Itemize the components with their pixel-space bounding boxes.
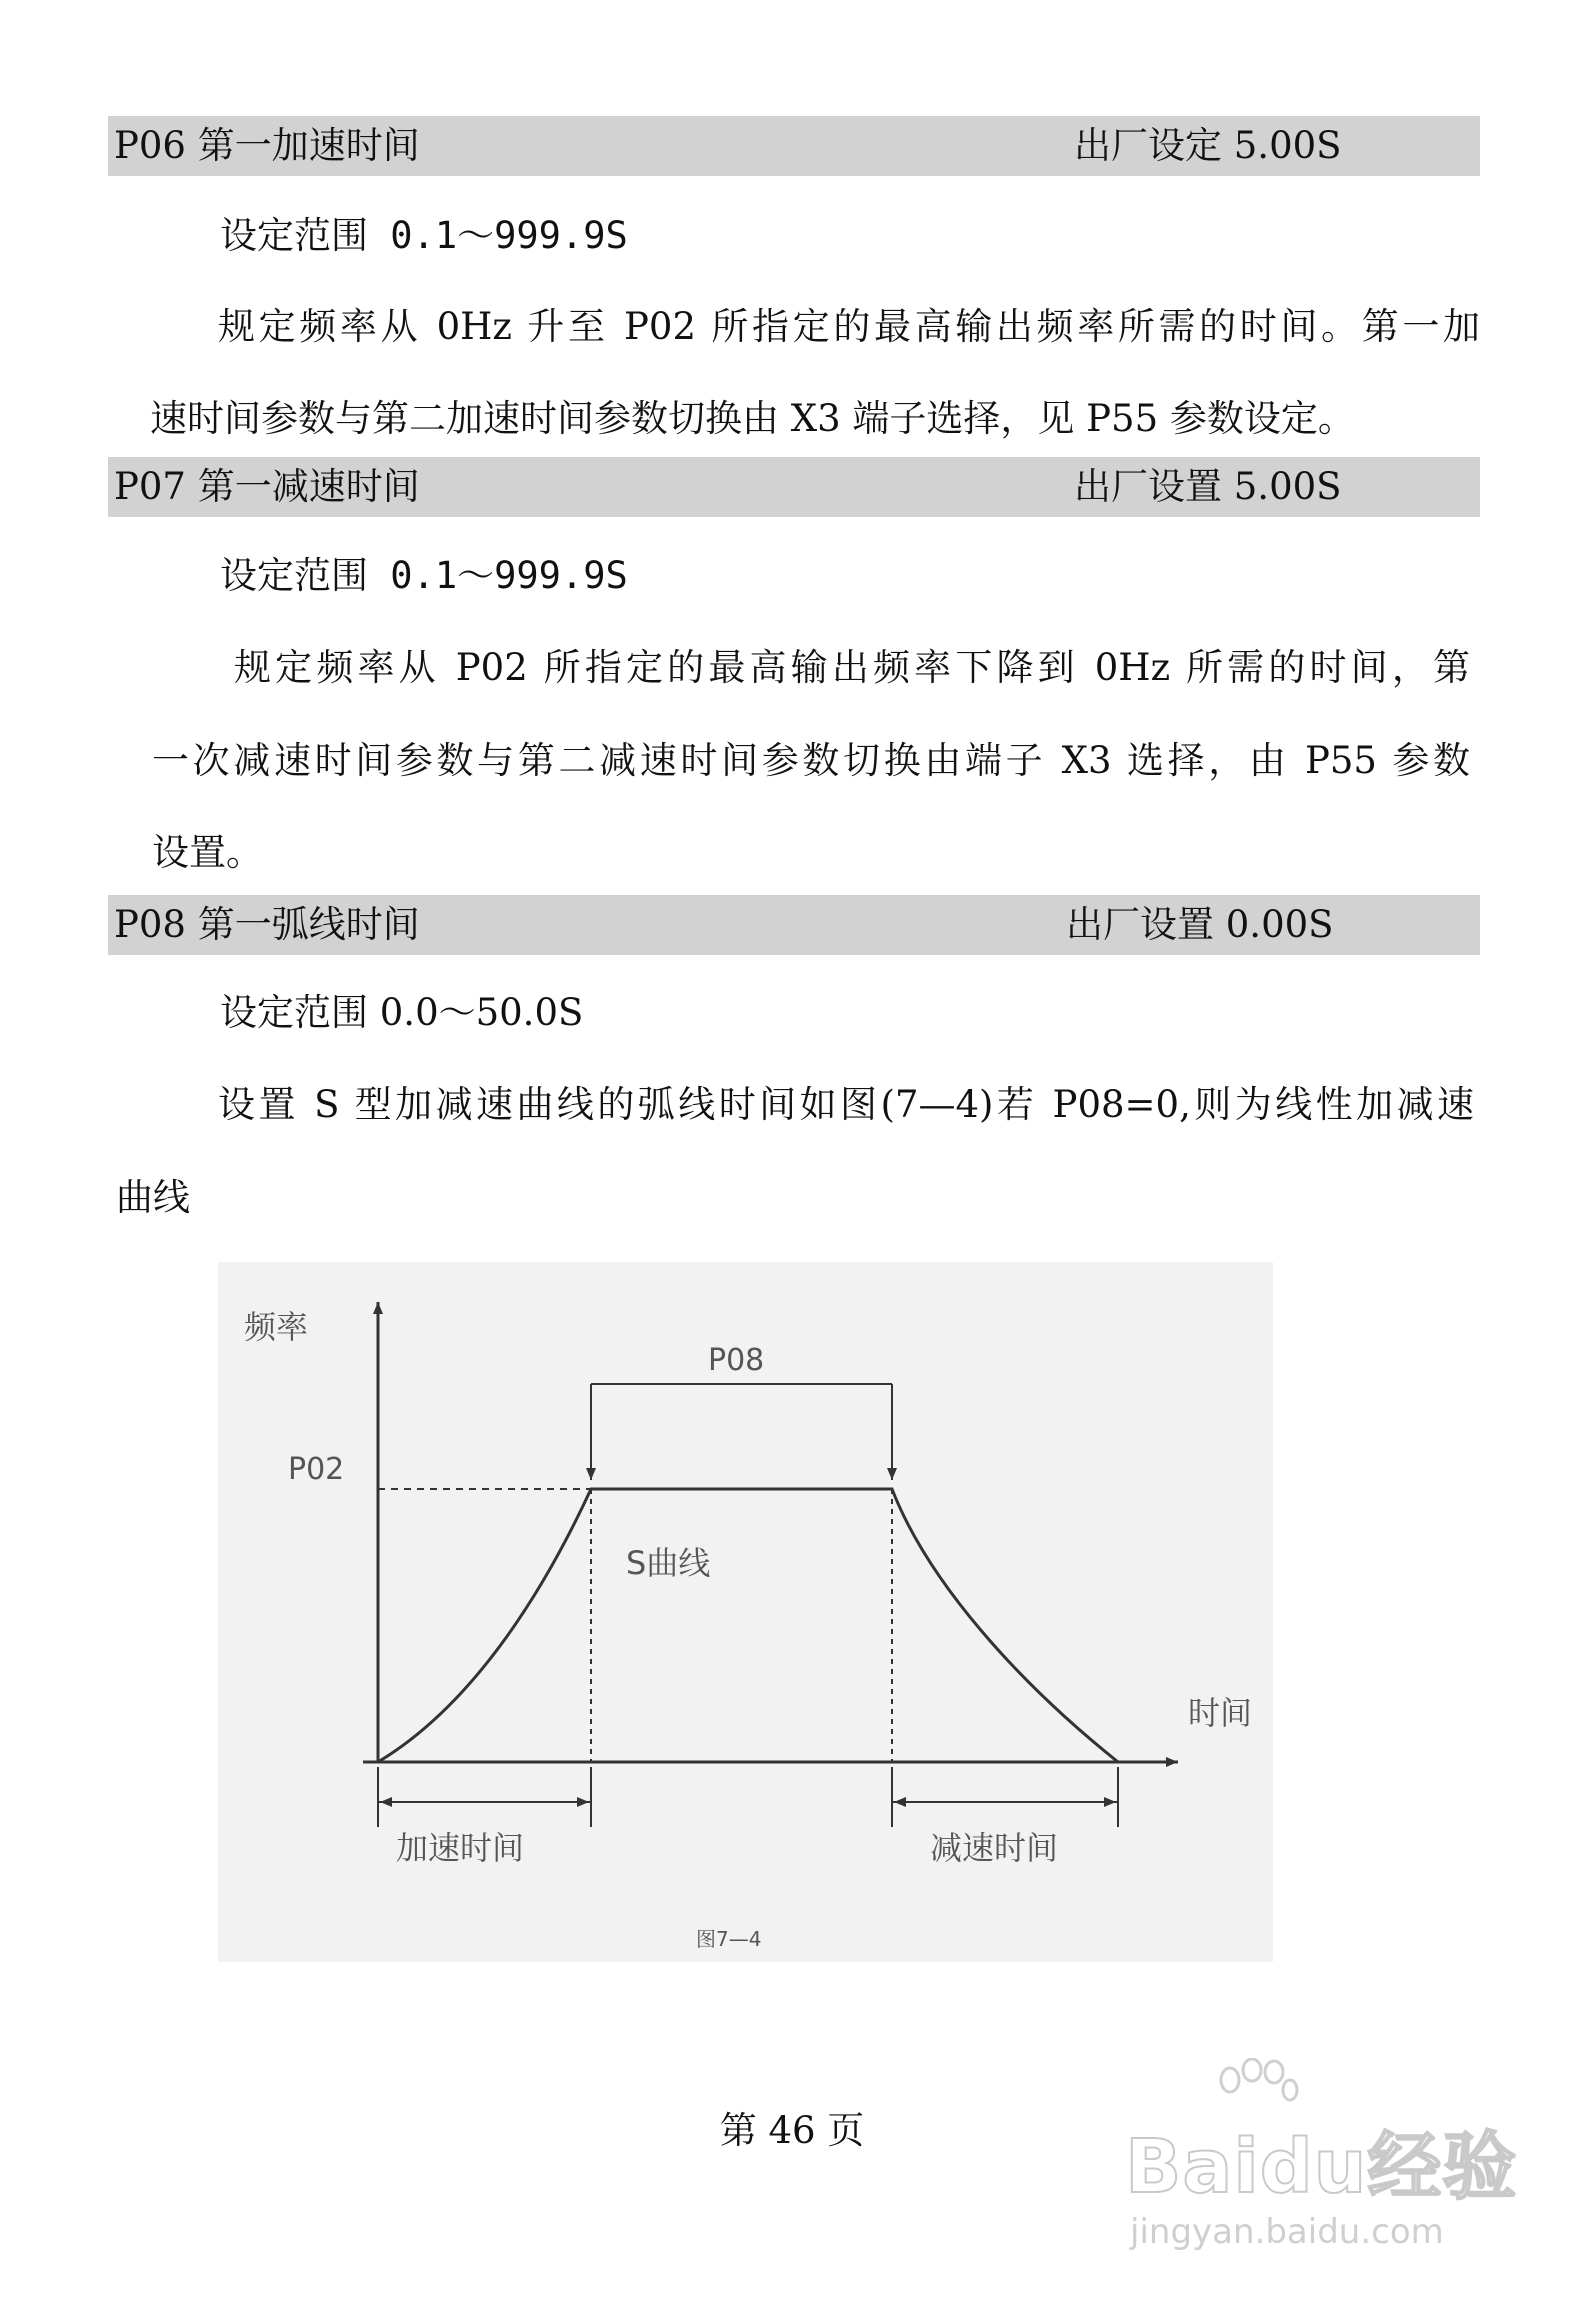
factory-setting: 出厂设置 5.00S (1074, 465, 1342, 508)
page-number: 第 46 页 (719, 2109, 865, 2152)
param-title: P07 第一减速时间 (114, 465, 420, 508)
setting-range: 设定范围 0.1～999.9S (220, 214, 628, 257)
param-header-p07 (108, 457, 1480, 517)
decel-time-label: 减速时间 (930, 1829, 1059, 1867)
paragraph-line: 设置。 (152, 831, 263, 874)
paragraph-line: 设置 S 型加减速曲线的弧线时间如图(7—4)若 P08=0,则为线性加减速 (218, 1083, 1474, 1126)
s-curve-svg (218, 1262, 1273, 1962)
param-header-p06 (108, 116, 1480, 176)
s-curve-label: S曲线 (626, 1544, 711, 1582)
accel-time-label: 加速时间 (396, 1829, 525, 1867)
param-title: P06 第一加速时间 (114, 124, 420, 167)
y-axis-label: 频率 (244, 1308, 309, 1346)
paragraph-line: 曲线 (116, 1176, 190, 1219)
paragraph-line: 规定频率从 P02 所指定的最高输出频率下降到 0Hz 所需的时间，第 (234, 646, 1470, 689)
figure-caption: 图7—4 (696, 1927, 762, 1951)
setting-range: 设定范围 0.0～50.0S (220, 991, 584, 1034)
watermark-url: jingyan.baidu.com (1130, 2212, 1444, 2252)
s-curve-line (378, 1489, 1118, 1762)
paragraph-line: 规定频率从 0Hz 升至 P02 所指定的最高输出频率所需的时间。第一加 (218, 305, 1480, 348)
x-axis-label: 时间 (1188, 1694, 1253, 1732)
watermark-logo: Baidu经验 (1125, 2124, 1518, 2210)
param-header-p08 (108, 895, 1480, 955)
param-title: P08 第一弧线时间 (114, 903, 420, 946)
paragraph-line: 一次减速时间参数与第二减速时间参数切换由端子 X3 选择，由 P55 参数 (152, 739, 1470, 782)
p08-label: P08 (708, 1343, 765, 1378)
setting-range: 设定范围 0.1～999.9S (220, 554, 628, 597)
factory-setting: 出厂设定 5.00S (1074, 124, 1342, 167)
s-curve-diagram (218, 1262, 1273, 1962)
paragraph-line: 速时间参数与第二加速时间参数切换由 X3 端子选择，见 P55 参数设定。 (150, 397, 1355, 440)
p02-label: P02 (288, 1452, 345, 1487)
factory-setting: 出厂设置 0.00S (1066, 903, 1334, 946)
